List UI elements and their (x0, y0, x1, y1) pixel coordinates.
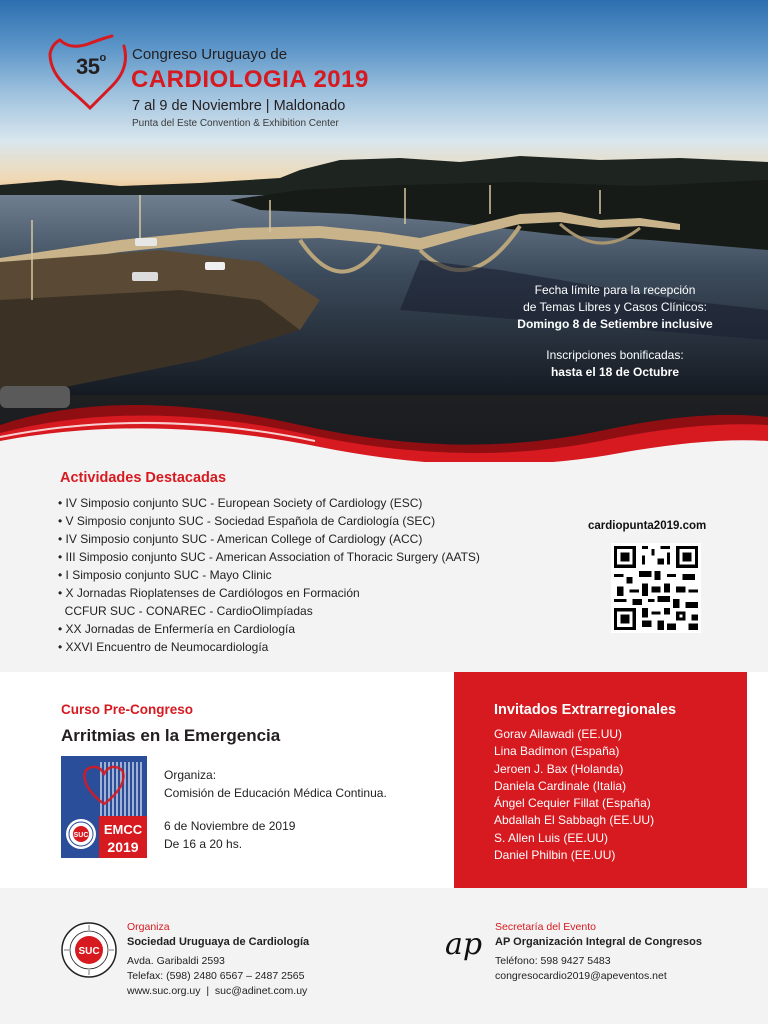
course-date: 6 de Noviembre de 2019 (164, 819, 296, 833)
list-item: CCFUR SUC - CONAREC - CardioOlimpíadas (58, 604, 313, 618)
course-and-guests (0, 672, 768, 888)
guests-list (494, 726, 654, 864)
list-item: S. Allen Luis (EE.UU) (494, 830, 609, 845)
secretaria-email[interactable]: congresocardio2019@apeventos.net (495, 970, 667, 982)
deadline-line-1: Fecha límite para la recepción (534, 283, 696, 297)
deadline-date: Domingo 8 de Setiembre inclusive (517, 317, 713, 331)
course-organizer (164, 766, 387, 802)
list-item: Abdallah El Sabbagh (EE.UU) (494, 813, 655, 828)
list-item: • V Simposio conjunto SUC - Sociedad Española de Cardiología (SEC) (58, 514, 436, 528)
activities-title: Actividades Destacadas (60, 470, 227, 486)
website-link[interactable]: cardiopunta2019.com (588, 520, 707, 532)
page-title: CARDIOLOGIA 2019 (131, 66, 369, 93)
list-item: • X Jornadas Rioplatenses de Cardiólogos en Formación (58, 586, 360, 600)
emcc-logo-year: 2019 (107, 839, 139, 855)
course-title: Arritmias en la Emergencia (61, 726, 281, 745)
event-dates: 7 al 9 de Noviembre | Maldonado (132, 98, 346, 114)
secretaria-block (495, 920, 702, 984)
registration-date: hasta el 18 de Octubre (550, 365, 680, 379)
organizer-name: Sociedad Uruguaya de Cardiología (127, 936, 310, 948)
guests-panel (454, 672, 747, 888)
ap-logo-icon (443, 924, 485, 964)
organizer-phone: Telefax: (598) 2480 6567 – 2487 2565 (127, 970, 305, 982)
guests-title: Invitados Extrarregionales (494, 702, 677, 718)
emcc-logo (61, 756, 147, 858)
list-item: Gorav Ailawadi (EE.UU) (494, 727, 623, 741)
qr-code-icon[interactable] (611, 543, 701, 633)
list-item: Lina Badimon (España) (494, 744, 620, 759)
secretaria-phone: Teléfono: 598 9427 5483 (495, 955, 611, 967)
list-item: • IV Simposio conjunto SUC - European Society of Cardiology (ESC) (58, 496, 423, 510)
list-item: • XX Jornadas de Enfermería en Cardiología (58, 622, 295, 636)
organizer-value: Comisión de Educación Médica Continua. (164, 786, 387, 800)
list-item: Daniela Cardinale (Italia) (494, 778, 627, 793)
anniversary-number: 35$^o$ (76, 52, 106, 79)
course-label: Curso Pre-Congreso (61, 702, 194, 717)
event-venue: Punta del Este Convention & Exhibition Center (132, 118, 339, 129)
suc-seal-text: SUC (78, 946, 100, 957)
suc-seal-icon (61, 922, 117, 978)
emcc-seal-text: SUC (73, 832, 89, 839)
organizer-block (127, 920, 309, 999)
organizer-heading: Organiza (127, 921, 170, 933)
list-item: Ángel Cequier Fillat (España) (494, 796, 651, 811)
footer (0, 888, 768, 1024)
activities-list (58, 494, 480, 656)
emcc-logo-text: EMCC (103, 822, 143, 837)
list-item: Daniel Philbin (EE.UU) (494, 848, 616, 863)
course-hours: De 16 a 20 hs. (164, 837, 243, 851)
organizer-label: Organiza: (164, 768, 217, 782)
list-item: Jeroen J. Bax (Holanda) (494, 761, 624, 776)
congress-logo (46, 32, 386, 132)
deadline-line-2: de Temas Libres y Casos Clínicos: (523, 300, 707, 314)
list-item: • IV Simposio conjunto SUC - American College of Cardiology (ACC) (58, 532, 423, 546)
ap-logo-text: ap (445, 927, 483, 962)
deadline-notice (470, 282, 760, 381)
secretaria-heading: Secretaría del Evento (495, 921, 596, 933)
registration-line: Inscripciones bonificadas: (546, 348, 684, 362)
organizer-address: Avda. Garibaldi 2593 (127, 955, 225, 967)
course-schedule (164, 817, 295, 853)
organizer-web-links[interactable]: www.suc.org.uy | suc@adinet.com.uy (127, 985, 308, 997)
secretaria-name: AP Organización Integral de Congresos (495, 936, 703, 948)
activities-section (0, 462, 768, 674)
list-item: • I Simposio conjunto SUC - Mayo Clinic (58, 568, 272, 582)
list-item: • III Simposio conjunto SUC - American Association of Thoracic Surgery (AATS) (58, 550, 480, 564)
congress-subtitle: Congreso Uruguayo de (132, 46, 288, 63)
list-item: • XXVI Encuentro de Neumocardiología (58, 640, 269, 654)
